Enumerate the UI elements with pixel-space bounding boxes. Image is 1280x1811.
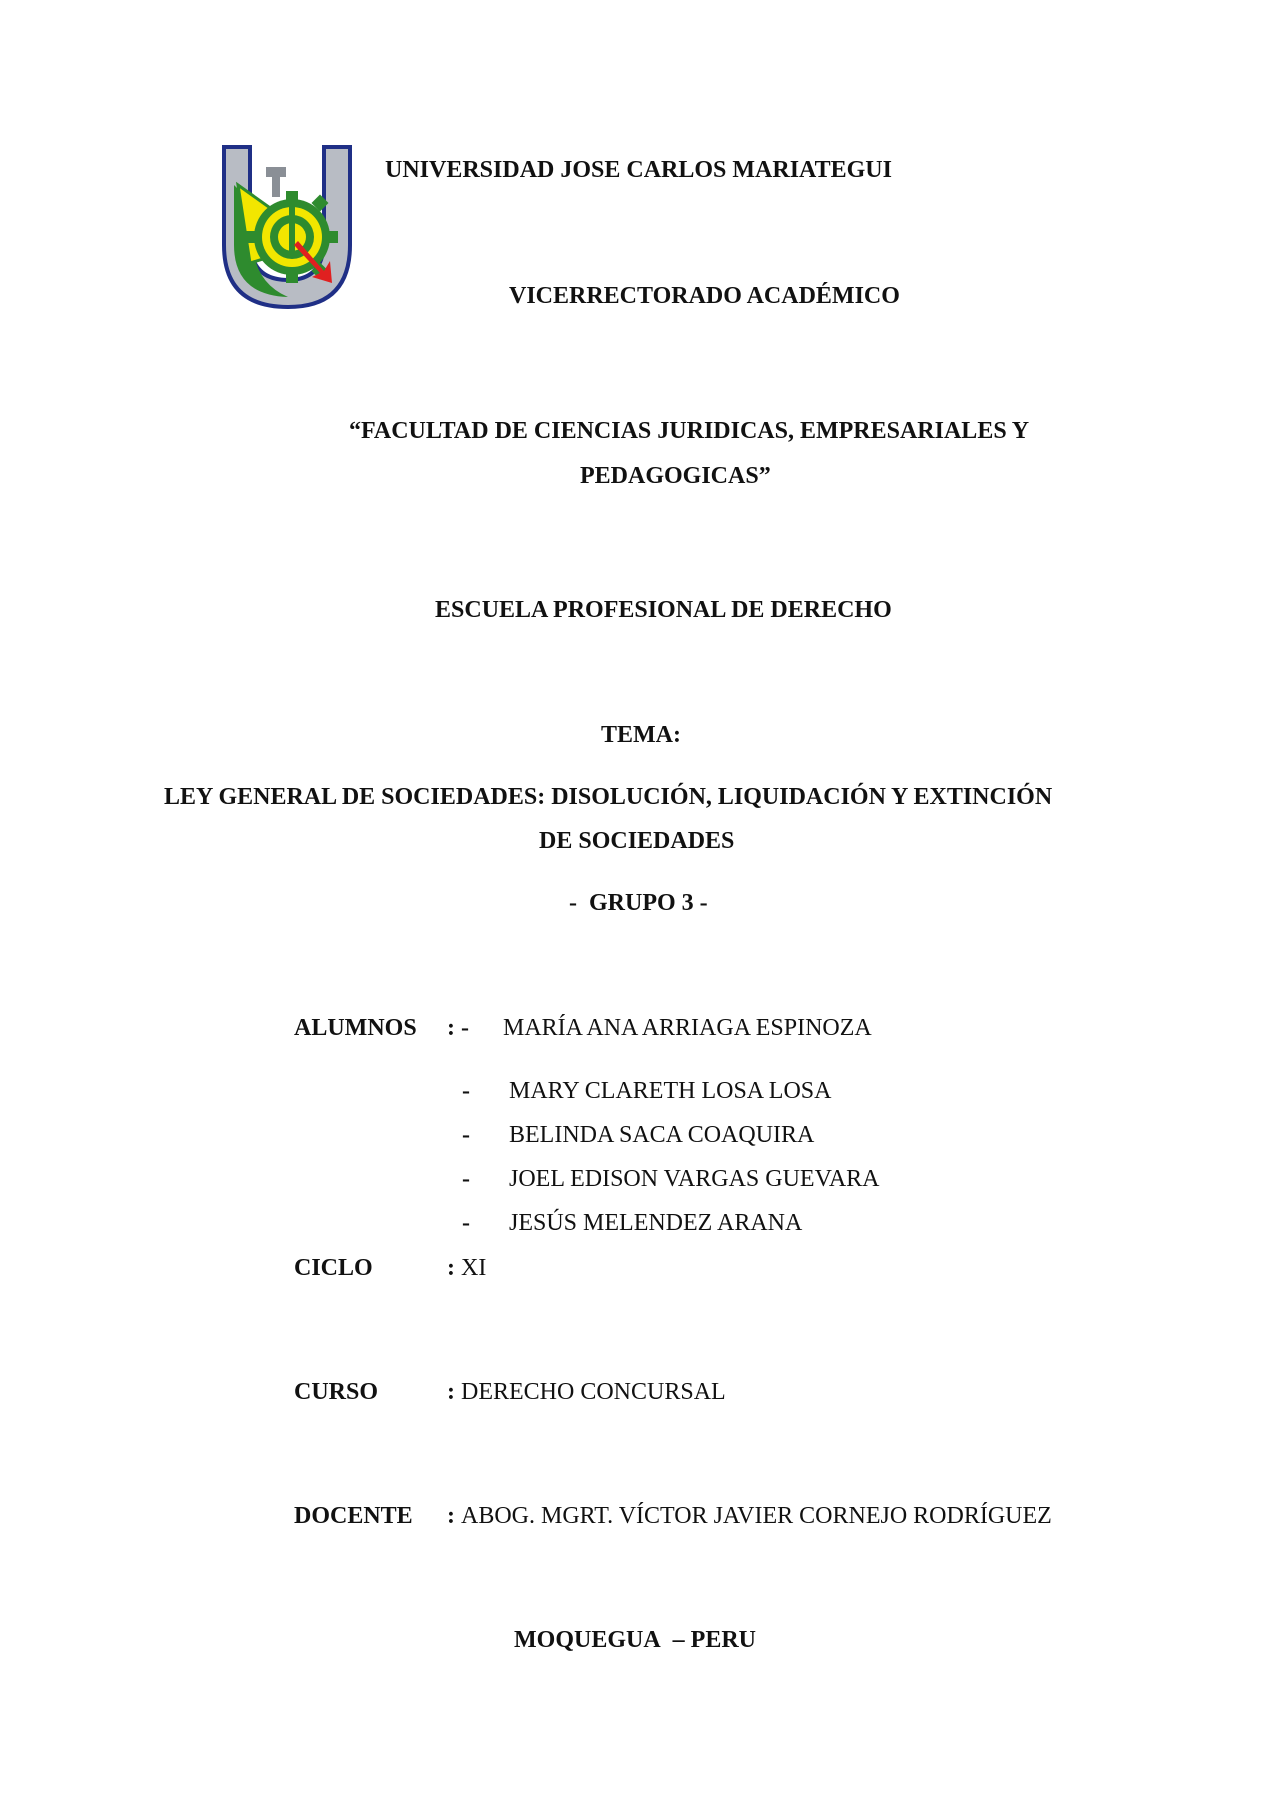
docente-row bbox=[447, 1503, 1052, 1530]
location bbox=[514, 1627, 756, 1654]
curso-value: DERECHO CONCURSAL bbox=[461, 1379, 726, 1405]
curso-row bbox=[447, 1379, 726, 1406]
ciclo-row bbox=[447, 1255, 486, 1282]
docente-value: ABOG. MGRT. VÍCTOR JAVIER CORNEJO RODRÍGUEZ bbox=[461, 1503, 1052, 1529]
colon: : bbox=[447, 1503, 455, 1529]
student-name: JESÚS MELENDEZ ARANA bbox=[509, 1210, 803, 1236]
bullet: - bbox=[462, 1078, 470, 1104]
bullet: - bbox=[462, 1166, 470, 1192]
bullet: - bbox=[462, 1122, 470, 1148]
university-name: UNIVERSIDAD JOSE CARLOS MARIATEGUI bbox=[385, 157, 892, 183]
student-name: BELINDA SACA COAQUIRA bbox=[509, 1122, 815, 1148]
city: MOQUEGUA bbox=[514, 1627, 661, 1653]
school-name: ESCUELA PROFESIONAL DE DERECHO bbox=[435, 597, 892, 623]
student-name: MARÍA ANA ARRIAGA ESPINOZA bbox=[503, 1015, 872, 1041]
tema-label: TEMA: bbox=[601, 722, 681, 748]
alumnos-separator: : - bbox=[447, 1015, 469, 1041]
curso-label: CURSO bbox=[294, 1379, 379, 1405]
group-prefix: - bbox=[569, 890, 577, 916]
ciclo-label: CICLO bbox=[294, 1255, 373, 1281]
tema-title-line-1: LEY GENERAL DE SOCIEDADES: DISOLUCIÓN, LIQUIDACIÓN Y EXTINCIÓN bbox=[164, 784, 1053, 810]
university-logo bbox=[220, 145, 355, 310]
faculty-line-1: “FACULTAD DE CIENCIAS JURIDICAS, EMPRESARIALES Y bbox=[349, 418, 1030, 444]
country: – PERU bbox=[672, 1627, 757, 1653]
docente-label: DOCENTE bbox=[294, 1503, 413, 1529]
bullet: - bbox=[462, 1210, 470, 1236]
group-label bbox=[569, 890, 708, 917]
colon: : bbox=[447, 1255, 455, 1281]
student-name: JOEL EDISON VARGAS GUEVARA bbox=[509, 1166, 880, 1192]
faculty-line-2: PEDAGOGICAS” bbox=[580, 463, 771, 489]
vicerrectorado-title: VICERRECTORADO ACADÉMICO bbox=[509, 283, 900, 309]
student-name: MARY CLARETH LOSA LOSA bbox=[509, 1078, 832, 1104]
group-text: GRUPO 3 - bbox=[589, 890, 708, 916]
tema-title-line-2: DE SOCIEDADES bbox=[539, 828, 735, 854]
colon: : bbox=[447, 1379, 455, 1405]
ciclo-value: XI bbox=[461, 1255, 487, 1281]
alumnos-label: ALUMNOS bbox=[294, 1015, 417, 1041]
